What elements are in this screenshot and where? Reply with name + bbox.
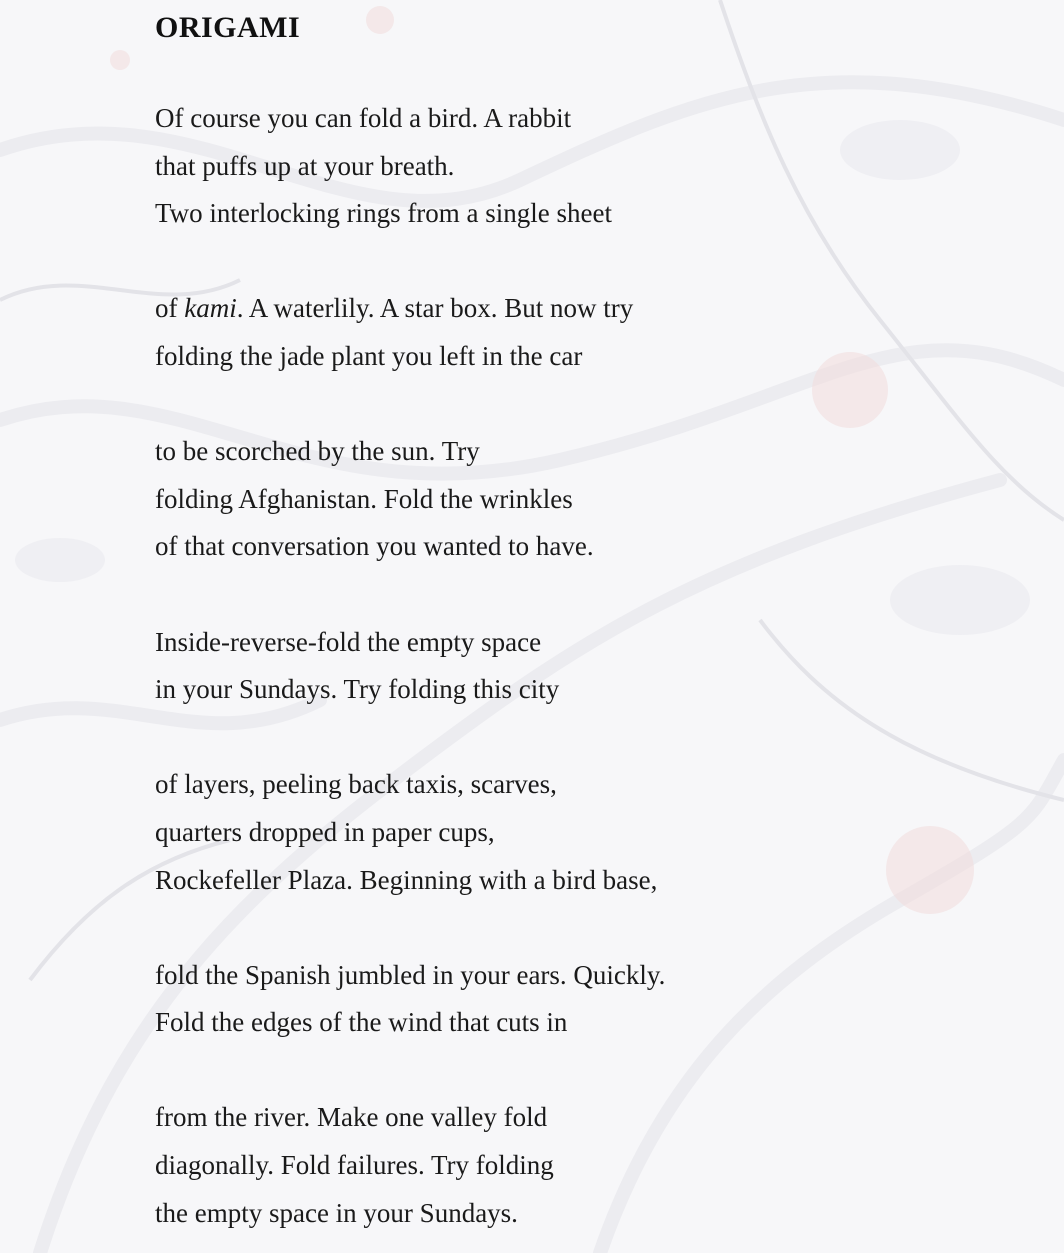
- poem-line: folding the jade plant you left in the car: [155, 340, 583, 371]
- poem-line: quarters dropped in paper cups,: [155, 816, 495, 847]
- line-text-post: . A waterlily. A star box. But now try: [236, 293, 634, 324]
- stanza-6: [155, 955, 875, 1050]
- poem-title: ORIGAMI: [155, 11, 301, 44]
- poem-line: that puffs up at your breath.: [155, 150, 455, 181]
- stanza-2: [155, 288, 875, 383]
- poem-line: Inside-reverse-fold the empty space: [155, 626, 542, 657]
- poem-body: [155, 98, 875, 1253]
- poem-line: fold the Spanish jumbled in your ears. Quickly.: [155, 959, 666, 990]
- poem-line: folding Afghanistan. Fold the wrinkles: [155, 483, 573, 514]
- poem-line: from the river. Make one valley fold: [155, 1102, 548, 1133]
- poem-line: of that conversation you wanted to have.: [155, 531, 594, 562]
- stanza-1: [155, 98, 875, 241]
- poem-line: [155, 288, 875, 336]
- poem-line: in your Sundays. Try folding this city: [155, 674, 560, 705]
- stanza-3: [155, 431, 875, 574]
- line-text-pre: of: [155, 293, 185, 324]
- poem-line: the empty space in your Sundays.: [155, 1197, 518, 1228]
- stanza-7: [155, 1097, 875, 1240]
- stanza-4: [155, 622, 875, 717]
- poem-line: to be scorched by the sun. Try: [155, 436, 480, 467]
- poem-line: diagonally. Fold failures. Try folding: [155, 1150, 554, 1181]
- stanza-5: [155, 764, 875, 907]
- poem-line: of layers, peeling back taxis, scarves,: [155, 769, 557, 800]
- poem-line: Of course you can fold a bird. A rabbit: [155, 103, 572, 133]
- italic-word: kami: [184, 293, 237, 324]
- poem-line: Fold the edges of the wind that cuts in: [155, 1007, 568, 1038]
- poem-line: Rockefeller Plaza. Beginning with a bird base,: [155, 864, 658, 895]
- poem-line: Two interlocking rings from a single sheet: [155, 198, 613, 229]
